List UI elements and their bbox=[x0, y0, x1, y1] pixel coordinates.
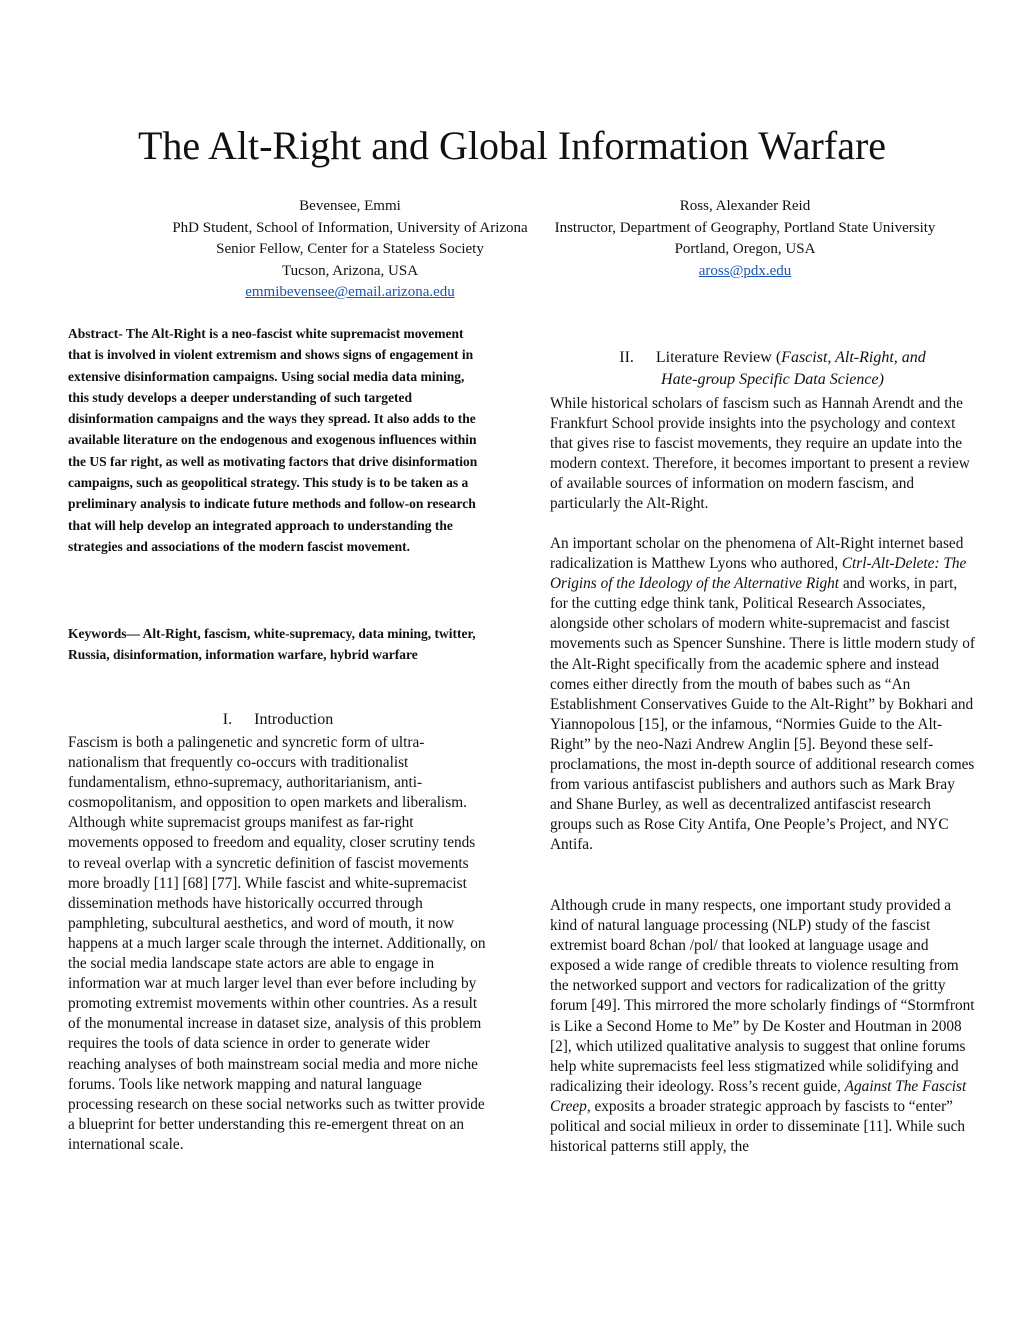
section-title: Introduction bbox=[254, 711, 334, 728]
section-heading-introduction bbox=[68, 709, 488, 731]
author-affiliation: Senior Fellow, Center for a Stateless Society bbox=[216, 241, 484, 257]
author-name: Bevensee, Emmi bbox=[299, 198, 401, 214]
section-title-italic: Hate-group Specific Data Science) bbox=[661, 371, 884, 388]
author-location: Portland, Oregon, USA bbox=[674, 241, 816, 257]
section-number: I. bbox=[222, 711, 233, 728]
literature-paragraph-2 bbox=[550, 534, 975, 856]
paragraph-text: and works, in part, for the cutting edge think tank, Political Research Associates, alongside other scholars of modern white-supremacist and fascist movements such as Spencer Sunshine. There is little modern study of the Alt-Right specifically from the academic sphere and instead comes either directly from the mouth of babes such as “An Establishment Conservatives Guide to the Alt-Right” by Bokhari and Yiannopolous [15], or the infamous, “Normies Guide to the Alt-Right” by the neo-Nazi Andrew Anglin [5]. Beyond these self-proclamations, the most in-depth source of additional research comes from various antifascist publishers and authors such as Mark Bray and Shane Burley, as well as decentralized antifascist research groups such as Rose City Antifa, One People’s Project, and NYC Antifa. bbox=[550, 575, 975, 854]
section-heading-literature-review bbox=[570, 347, 975, 391]
keywords: Keywords— Alt-Right, fascism, white-supremacy, data mining, twitter, Russia, disinformation, information warfare, hybrid warfare bbox=[68, 626, 476, 663]
author-block-1 bbox=[150, 196, 550, 304]
literature-paragraph-1: While historical scholars of fascism such as Hannah Arendt and the Frankfurt School provide insights into the psychology and context that gives rise to fascist movements, they require an update into the modern context. Therefore, it becomes important to present a review of available sources of information on modern fascism, and particularly the Alt-Right. bbox=[550, 395, 970, 513]
abstract: Abstract- The Alt-Right is a neo-fascist white supremacist movement that is involved in violent extremism and shows signs of engagement in extensive disinformation campaigns. Using social media data mining, this study develops a deeper understanding of such targeted disinformation campaigns and the ways they spread. It also adds to the available literature on the endogenous and exogenous influences within the US far right, as well as motivating factors that drive disinformation campaigns, such as geopolitical strategy. This study is to be taken as a preliminary analysis to indicate future methods and follow-on research that will help develop an integrated approach to understanding the strategies and associations of the modern fascist movement. bbox=[68, 326, 478, 554]
section-number: II. bbox=[619, 349, 634, 366]
section-title-italic: Fascist, Alt-Right, and bbox=[781, 349, 926, 366]
book-title: Ctrl-Alt-Delete: The Origins of the Ideology of the Alternative Right bbox=[550, 555, 967, 593]
section-title: Literature Review ( bbox=[655, 349, 782, 366]
paper-title: The Alt-Right and Global Information Warfare bbox=[137, 123, 887, 168]
author-email-link[interactable]: aross@pdx.edu bbox=[698, 262, 792, 279]
author-location: Tucson, Arizona, USA bbox=[281, 262, 419, 279]
book-title: Against The Fascist Creep bbox=[550, 1077, 967, 1115]
literature-paragraph-3 bbox=[550, 896, 975, 1157]
author-affiliation: Instructor, Department of Geography, Portland State University bbox=[554, 219, 936, 236]
author-affiliation: PhD Student, School of Information, University of Arizona bbox=[172, 219, 528, 236]
author-email-link[interactable]: emmibevensee@email.arizona.edu bbox=[245, 284, 455, 300]
paragraph-text: , exposits a broader strategic approach by fascists to “enter” political and social milieux in order to disseminate [11]. While such historical patterns still apply, the bbox=[550, 1097, 966, 1156]
introduction-paragraph: Fascism is both a palingenetic and syncretic form of ultra-nationalism that frequently co-occurs with traditionalist fundamentalism, ethno-supremacy, authoritarianism, anti-cosmopolitanism, and opposition to open markets and liberalism. Although white supremacist groups manifest as far-right movements opposed to freedom and equality, closer scrutiny tends to reveal overlap with a syncretic definition of fascist movements more broadly [11] [68] [77]. While fascist and white-supremacist dissemination methods have historically occurred through pamphleting, subcultural aesthetics, and word of mouth, it now happens at a much larger scale through the internet. Additionally, on the social media landscape state actors are able to engage in information war at much larger level than ever before including by promoting extremist movements within other countries. As a result of the monumental increase in dataset size, analysis of this problem requires the tools of data science in order to generate wider reaching analyses of both mainstream social media and more niche forums. Tools like network mapping and natural language processing research on these social networks such as twitter provide a blueprint for better understanding this re-emergent threat on an international scale. bbox=[68, 734, 486, 1153]
author-name: Ross, Alexander Reid bbox=[679, 198, 811, 214]
paragraph-text: Although crude in many respects, one important study provided a kind of natural language processing (NLP) study of the fascist extremist board 8chan /pol/ that looked at language usage and exposed a wide range of credible threats to violence resulting from the networked support and vectors for radicalization of the gritty forum [49]. This mirrored the more scholarly findings of “Stormfront is Like a Second Home to Me” by De Koster and Houtman in 2008 [2], which utilized qualitative analysis to suggest that online forums help white supremacists feel less stigmatized while solidifying and radicalizing their ideology. Ross’s recent guide, bbox=[550, 897, 975, 1095]
author-block-2 bbox=[545, 196, 945, 282]
paragraph-text: An important scholar on the phenomena of Alt-Right internet based radicalization is Matthew Lyons who authored, bbox=[550, 535, 964, 573]
